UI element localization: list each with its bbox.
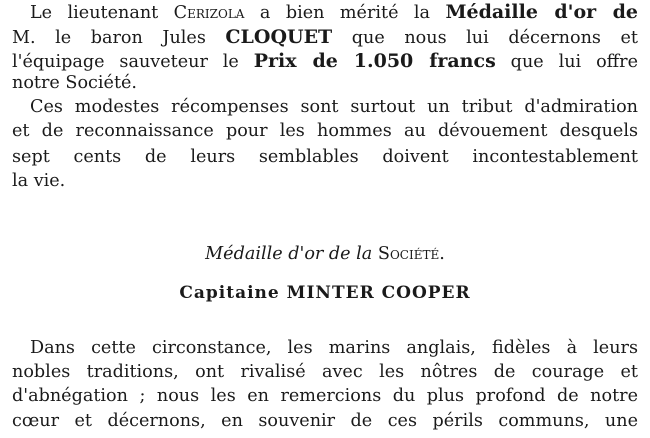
paragraph-3-line-1: Dans cette circonstance, les marins anglais, fidèles à leurs (30, 338, 638, 358)
text: l'équipage sauveteur le (12, 52, 254, 72)
section-heading (0, 244, 650, 264)
paragraph-2-line-4: la vie. (12, 171, 66, 191)
heading-italic: Médaille d'or de la (205, 244, 378, 264)
paragraph-1-line-3 (12, 51, 638, 72)
text: M. le baron Jules (12, 28, 226, 48)
text: que lui offre (495, 52, 638, 72)
paragraph-1-line-4: notre Société. (12, 73, 138, 93)
person-name: Cerizola (173, 3, 245, 23)
medal-name: Médaille d'or de (445, 1, 638, 23)
heading-smallcaps: Société. (377, 244, 445, 264)
paragraph-2-line-2: et de reconnaissance pour les hommes au dévouement desquels (12, 121, 638, 141)
section-subtitle: Capitaine MINTER COOPER (179, 283, 471, 303)
paragraph-3-line-3: d'abnégation ; nous les en remercions du plus profond de notre (12, 386, 638, 406)
paragraph-3-line-4: cœur et décernons, en souvenir de ces périls communs, une (12, 411, 638, 431)
paragraph-2-line-1: Ces modestes récompenses sont surtout un tribut d'admiration (30, 97, 638, 117)
text: que nous lui décernons et (332, 28, 638, 48)
text: a bien mérité la (244, 3, 446, 23)
text: Le lieutenant (30, 3, 174, 23)
paragraph-2-line-3: sept cents de leurs semblables doivent incontestablement (12, 147, 638, 167)
prize-amount: Prix de 1.050 francs (253, 50, 496, 72)
person-name: CLOQUET (225, 26, 333, 48)
paragraph-1-line-1 (12, 2, 638, 23)
paragraph-1-line-2 (12, 27, 638, 48)
paragraph-3-line-2: nobles traditions, ont rivalisé avec les nôtres de courage et (12, 362, 638, 382)
